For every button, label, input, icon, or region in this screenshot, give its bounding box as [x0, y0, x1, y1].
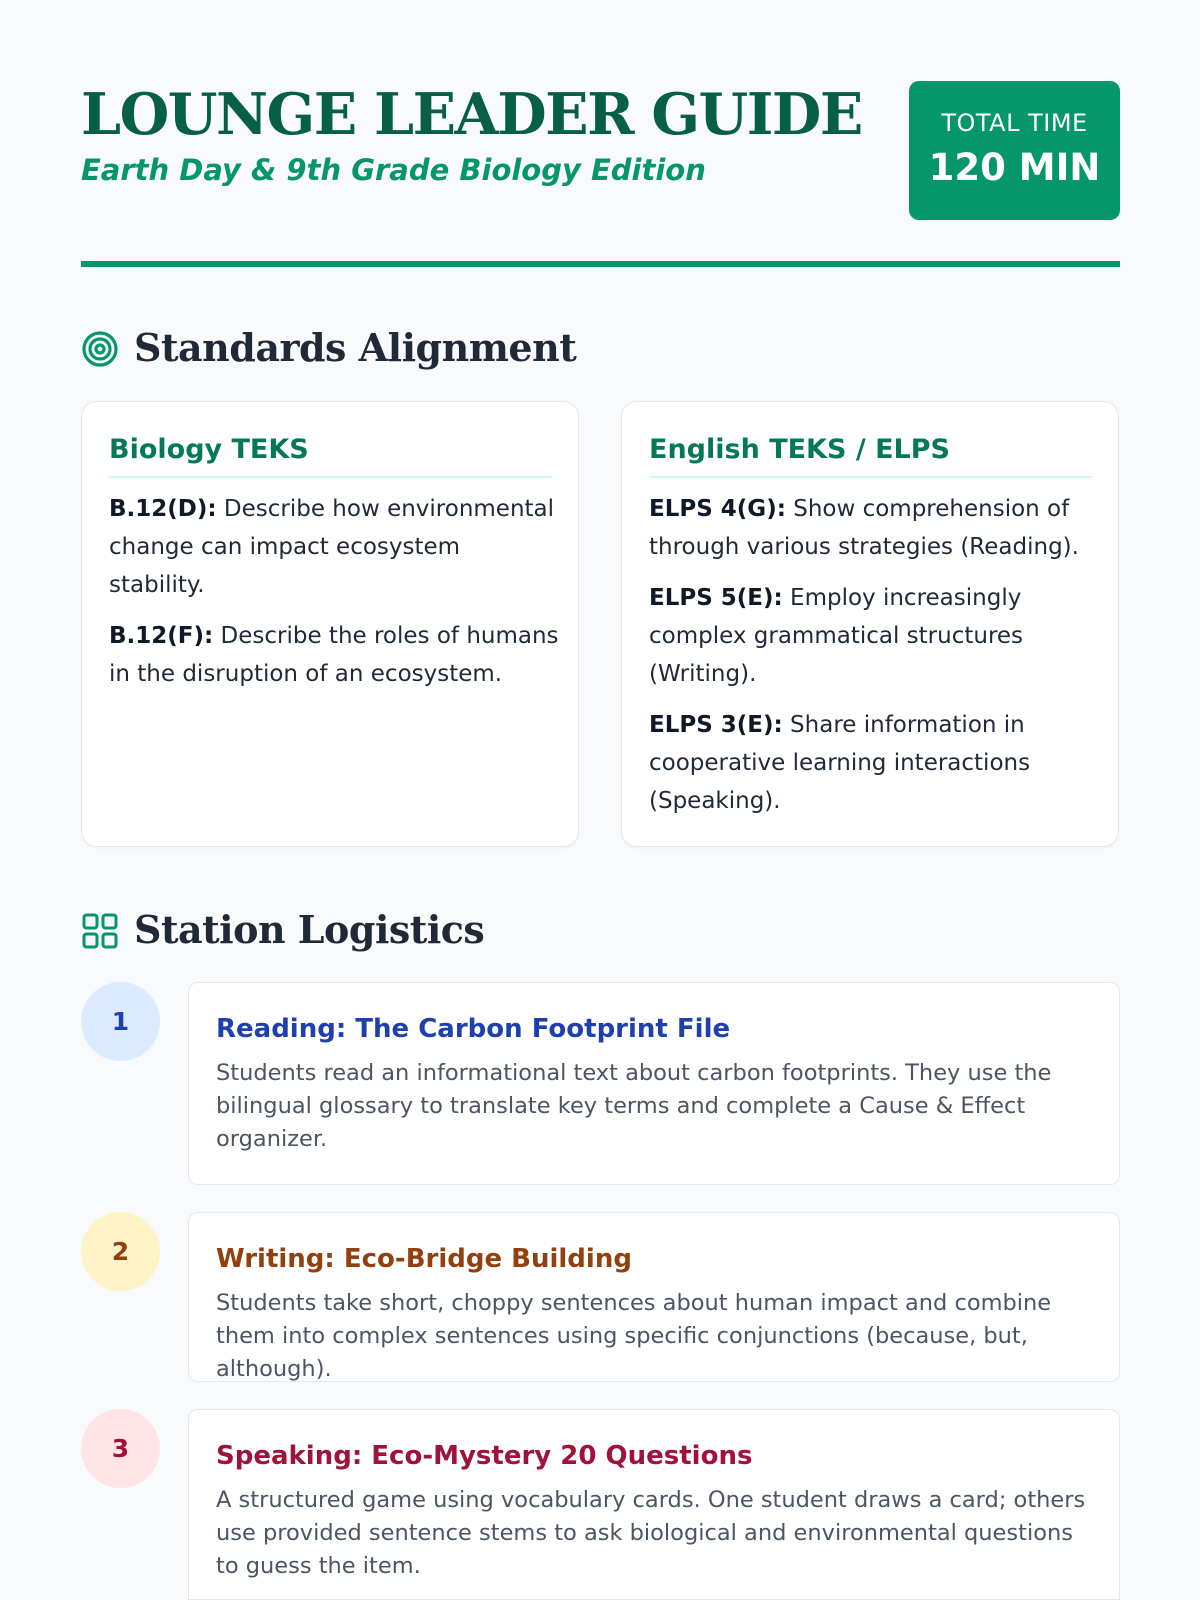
standard-text: Share information in cooperative learning interactions (Speaking). — [649, 712, 1031, 814]
standards-title: Standards Alignment — [134, 325, 577, 370]
standard-code: B.12(D): — [109, 496, 217, 522]
station-number-badge: 2 — [81, 1212, 160, 1291]
station-description: Students take short, choppy sentences about human impact and combine them into complex sentences using specific conjunctions (because, but, although). — [216, 1290, 1052, 1382]
station-title: Speaking: Eco-Mystery 20 Questions — [216, 1441, 753, 1471]
biology-standards-list — [109, 490, 559, 706]
page-subtitle: Earth Day & 9th Grade Biology Edition — [81, 153, 706, 187]
standard-item — [109, 490, 559, 604]
total-time-badge — [909, 81, 1120, 220]
station-title: Writing: Eco-Bridge Building — [216, 1244, 632, 1274]
standard-item — [109, 617, 559, 693]
header-divider — [81, 261, 1120, 267]
biology-teks-card — [81, 401, 579, 847]
card-divider — [109, 476, 552, 478]
total-time-value: 120 MIN — [928, 146, 1101, 189]
standard-text: Describe how environmental change can impact ecosystem stability. — [109, 496, 555, 598]
standard-item — [649, 490, 1099, 566]
standard-item — [649, 706, 1099, 820]
station-description: Students read an informational text about carbon footprints. They use the bilingual glossary to translate key terms and complete a Cause & Effect organizer. — [216, 1060, 1052, 1152]
standard-text: Describe the roles of humans in the disruption of an ecosystem. — [109, 623, 559, 687]
guide-header — [81, 0, 1120, 270]
standard-text: Show comprehension of through various strategies (Reading). — [649, 496, 1079, 560]
station-card — [188, 1212, 1120, 1382]
station-card — [188, 982, 1120, 1185]
standards-heading — [81, 323, 1120, 373]
stations-heading — [81, 905, 1120, 955]
biology-teks-title: Biology TEKS — [109, 434, 309, 465]
station-number-badge: 1 — [81, 982, 160, 1061]
standard-code: ELPS 3(E): — [649, 712, 783, 738]
standard-code: B.12(F): — [109, 623, 214, 649]
page-title: LOUNGE LEADER GUIDE — [81, 81, 862, 148]
english-teks-card — [621, 401, 1119, 847]
total-time-label: TOTAL TIME — [941, 109, 1088, 137]
station-title: Reading: The Carbon Footprint File — [216, 1014, 731, 1044]
standard-code: ELPS 5(E): — [649, 585, 783, 611]
english-standards-list — [649, 490, 1099, 833]
station-number-badge: 3 — [81, 1409, 160, 1488]
standard-item — [649, 579, 1099, 693]
card-divider — [649, 476, 1092, 478]
standard-text: Employ increasingly complex grammatical structures (Writing). — [649, 585, 1024, 687]
grid-icon — [81, 912, 119, 950]
standard-code: ELPS 4(G): — [649, 496, 786, 522]
station-card — [188, 1409, 1120, 1600]
target-icon — [81, 330, 119, 368]
stations-title: Station Logistics — [134, 907, 485, 952]
station-description: A structured game using vocabulary cards. One student draws a card; others use provided sentence stems to ask biological and environmental questions to guess the item. — [216, 1487, 1086, 1579]
english-teks-title: English TEKS / ELPS — [649, 434, 950, 465]
